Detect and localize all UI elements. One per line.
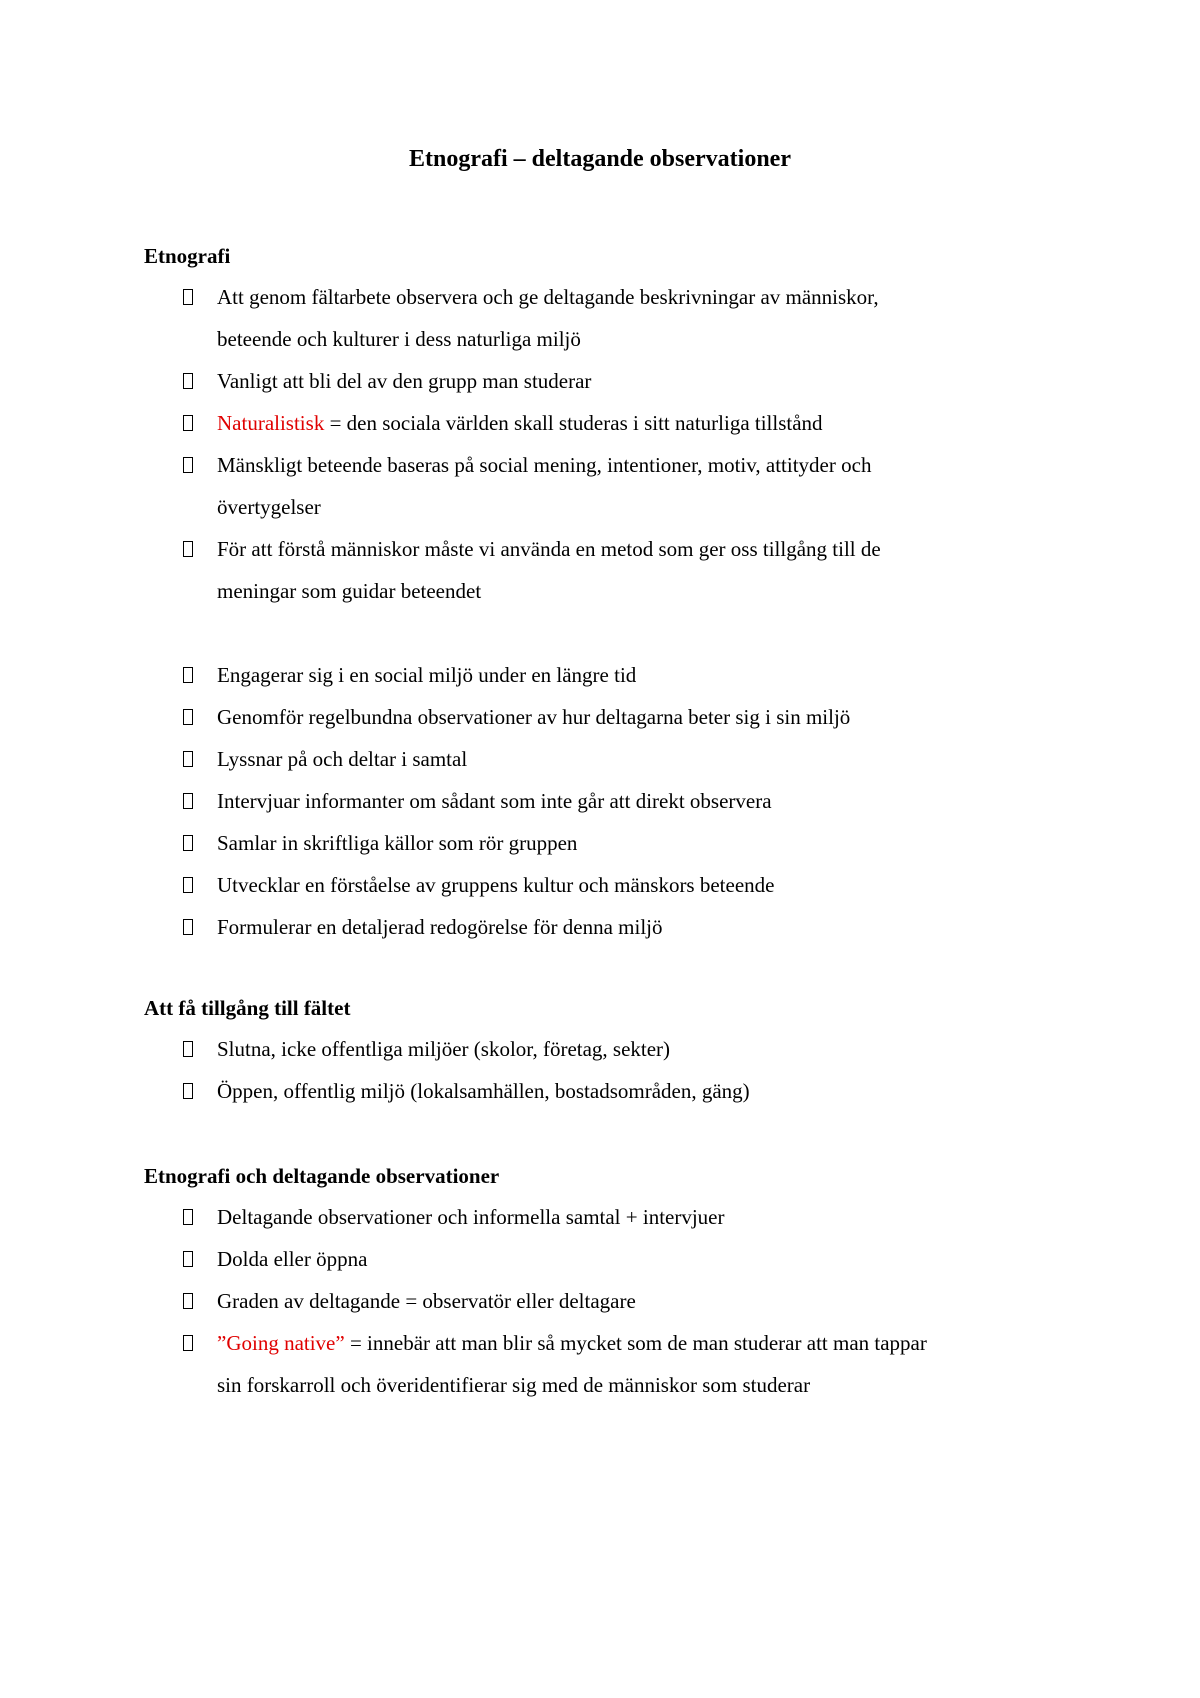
list-item-text: Lyssnar på och deltar i samtal (217, 747, 468, 771)
bullet-icon (183, 751, 193, 767)
bullet-icon (183, 1083, 193, 1099)
list-item-text: Genomför regelbundna observationer av hur deltagarna beter sig i sin miljö (217, 705, 851, 729)
bullet-icon (183, 919, 193, 935)
list-item-text: Att genom fältarbete observera och ge deltagande beskrivningar av människor, beteende och kulturer i dess naturliga miljö (217, 285, 879, 351)
list-item-text: ”Going native” = innebär att man blir så mycket som de man studerar att man tappar sin forskarroll och överidentifierar sig med de människor som studerar (217, 1331, 927, 1397)
bullet-icon (183, 835, 193, 851)
list-item-text: Graden av deltagande = observatör eller deltagare (217, 1289, 636, 1313)
list-item-text: Engagerar sig i en social miljö under en längre tid (217, 663, 637, 687)
bullet-icon (183, 877, 193, 893)
list-item-text: Formulerar en detaljerad redogörelse för denna miljö (217, 915, 663, 939)
highlighted-term: ”Going native” (217, 1331, 345, 1355)
bullet-icon (183, 457, 193, 473)
list-item-text: För att förstå människor måste vi använda en metod som ger oss tillgång till de meningar som guidar beteendet (217, 537, 881, 603)
bullet-icon (183, 793, 193, 809)
list-item-text: Öppen, offentlig miljö (lokalsamhällen, bostadsområden, gäng) (217, 1079, 750, 1103)
list-item-text: Dolda eller öppna (217, 1247, 368, 1271)
bullet-icon (183, 667, 193, 683)
bullet-icon (183, 1209, 193, 1225)
list-item-text: Samlar in skriftliga källor som rör gruppen (217, 831, 578, 855)
bullet-icon (183, 1251, 193, 1267)
section-heading-etnografi: Etnografi (144, 244, 231, 268)
list-item-text: Mänskligt beteende baseras på social mening, intentioner, motiv, attityder och övertygelser (217, 453, 872, 519)
bullet-icon (183, 415, 193, 431)
list-item-text: Naturalistisk = den sociala världen skall studeras i sitt naturliga tillstånd (217, 411, 823, 435)
bullet-icon (183, 289, 193, 305)
list-item-text: Slutna, icke offentliga miljöer (skolor, företag, sekter) (217, 1037, 671, 1061)
list-item-text: Deltagande observationer och informella samtal + intervjuer (217, 1205, 725, 1229)
bullet-icon (183, 541, 193, 557)
highlighted-term: Naturalistisk (217, 411, 325, 435)
bullet-icon (183, 1293, 193, 1309)
list-item-text: Vanligt att bli del av den grupp man studerar (217, 369, 592, 393)
list-item-text: Intervjuar informanter om sådant som inte går att direkt observera (217, 789, 772, 813)
page-title: Etnografi – deltagande observationer (409, 146, 791, 172)
list-item-text: Utvecklar en förståelse av gruppens kultur och mänskors beteende (217, 873, 775, 897)
section-heading-access: Att få tillgång till fältet (144, 996, 351, 1020)
bullet-icon (183, 1335, 193, 1351)
bullet-icon (183, 1041, 193, 1057)
bullet-icon (183, 709, 193, 725)
section-heading-observations: Etnografi och deltagande observationer (144, 1164, 500, 1188)
bullet-icon (183, 373, 193, 389)
